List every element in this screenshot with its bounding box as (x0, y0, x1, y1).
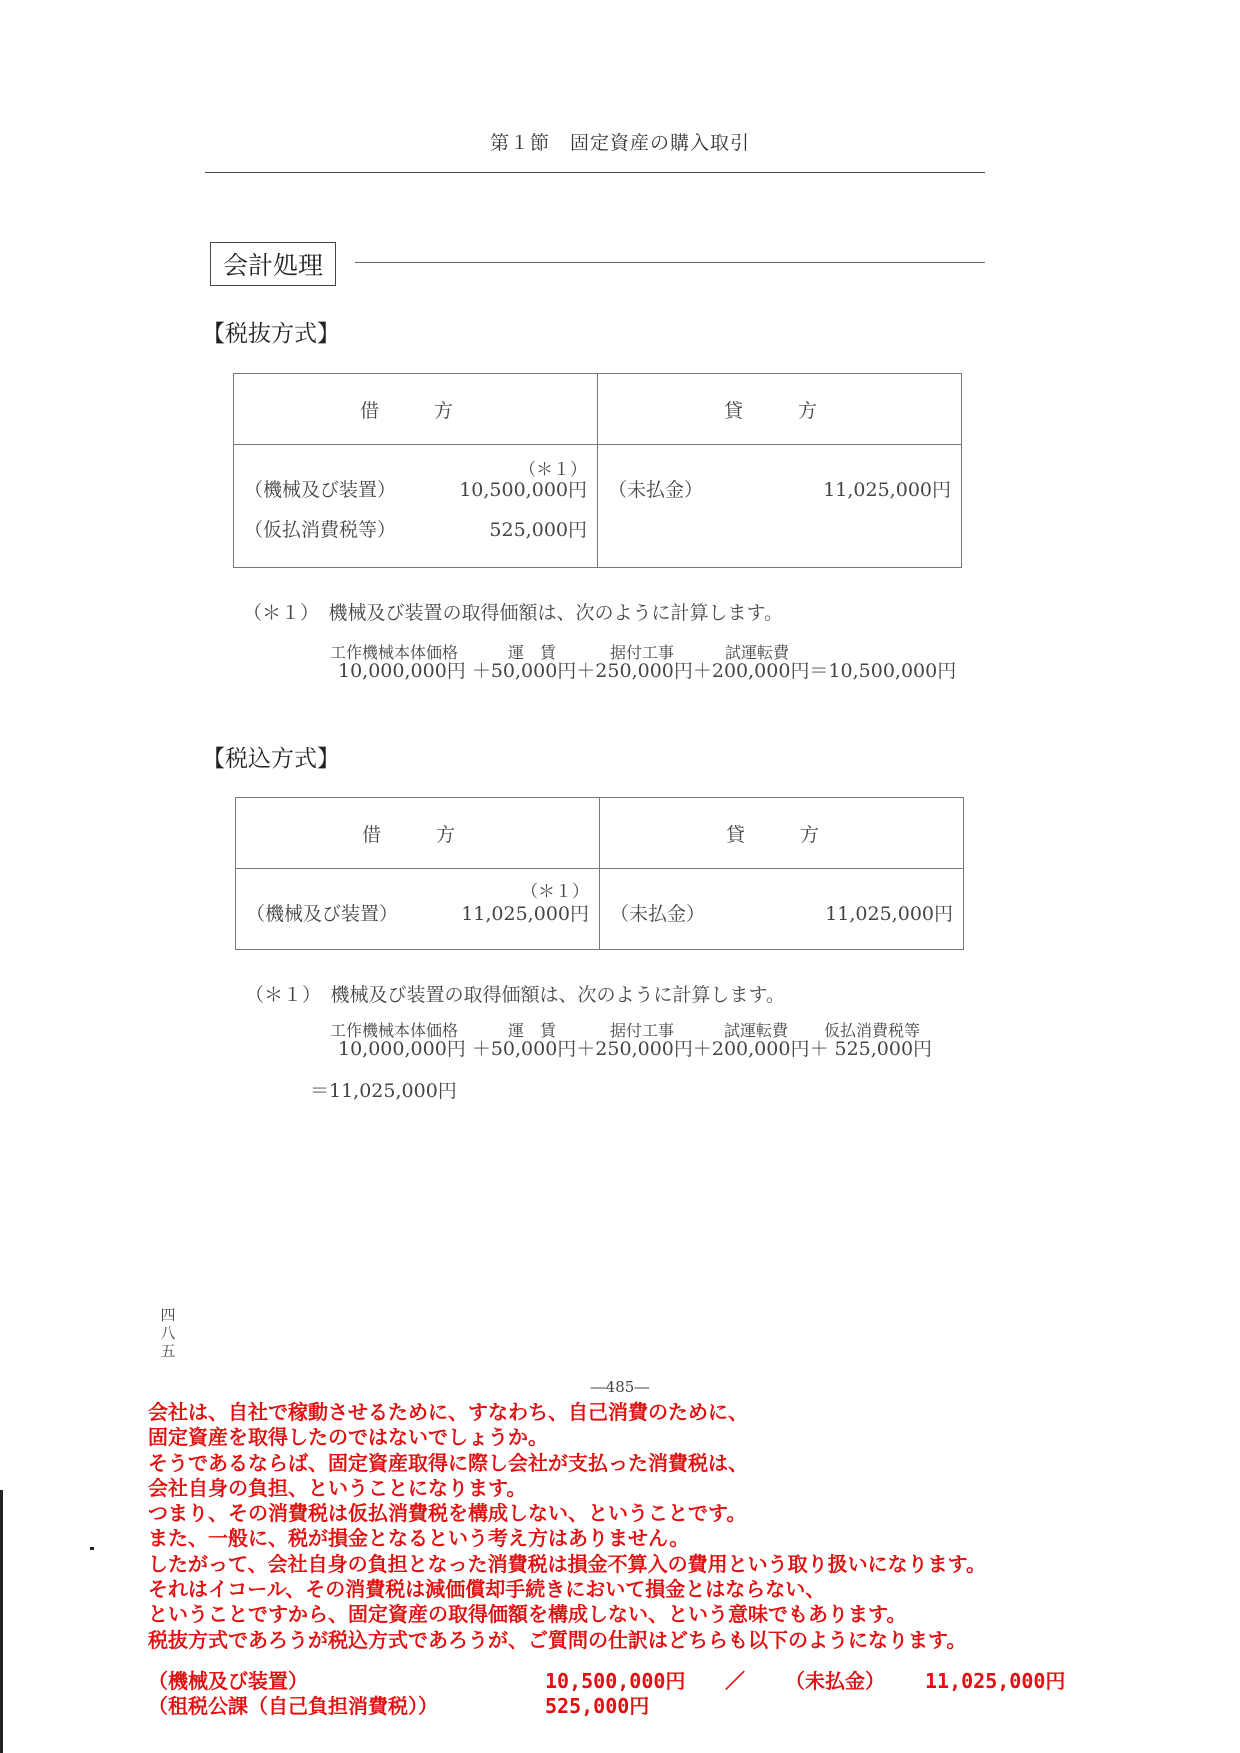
answer-line: したがって、会社自身の負担となった消費税は損金不算入の費用という取り扱いになります。 (148, 1551, 986, 1576)
calc-line: 10,000,000円 ＋50,000円＋250,000円＋200,000円＝10,500,000円 (338, 660, 957, 682)
credit-header: 貸 方 (600, 798, 964, 869)
answer-paragraph (148, 1400, 986, 1653)
page-header-title: 第１節 固定資産の購入取引 (489, 132, 750, 154)
entry-debit-amount: 10,500,000円 (545, 1669, 686, 1693)
acquisition-note: （＊１） 機械及び装置の取得価額は、次のように計算します。 (245, 984, 785, 1006)
tax-excluded-heading: 【税抜方式】 (202, 321, 340, 347)
entry-debit-account: （租税公課（自己負担消費税）） (148, 1694, 438, 1718)
debit-header: 借 方 (234, 374, 598, 445)
debit-amount: 11,025,000円 (461, 903, 589, 925)
calc-label: 試運転費 (724, 1021, 789, 1040)
entry-credit-amount: 11,025,000円 (925, 1669, 1066, 1693)
debit-cell (234, 445, 598, 568)
scan-speck (90, 1547, 94, 1550)
answer-line: ということですから、固定資産の取得価額を構成しない、という意味でもあります。 (148, 1602, 907, 1627)
entry-debit-amount: 525,000円 (545, 1694, 650, 1718)
calc-label: 工作機械本体価格 (330, 1021, 459, 1040)
credit-account: （未払金） (610, 903, 706, 925)
page-number: ―485― (590, 1378, 650, 1396)
debit-header: 借 方 (236, 798, 600, 869)
answer-line: また、一般に、税が損金となるという考え方はありません。 (148, 1526, 690, 1551)
debit-account: （機械及び装置） (244, 479, 397, 501)
debit-cell (236, 869, 600, 950)
tax-excluded-journal-table (233, 373, 962, 568)
credit-account: （未払金） (608, 479, 704, 501)
note-mark: （＊１） (519, 460, 587, 480)
tax-included-journal-table (235, 797, 964, 950)
calc-label: 運 賃 (508, 1021, 557, 1040)
calc-label: 仮払消費税等 (824, 1021, 921, 1040)
header-divider (205, 172, 985, 173)
section-divider (355, 262, 985, 263)
answer-line: それはイコール、その消費税は減価償却手続きにおいて損金とはならない、 (148, 1577, 826, 1602)
answer-line: 固定資産を取得したのではないでしょうか。 (148, 1425, 548, 1450)
answer-line: つまり、その消費税は仮払消費税を構成しない、ということです。 (148, 1501, 747, 1526)
calc-label: 据付工事 (610, 1021, 675, 1040)
debit-amount: 10,500,000円 (459, 479, 587, 501)
credit-amount: 11,025,000円 (825, 903, 953, 925)
calc-label: 据付工事 (610, 643, 675, 662)
credit-amount: 11,025,000円 (823, 479, 951, 501)
calc-result: ＝11,025,000円 (310, 1080, 457, 1102)
entry-slash: ／ (725, 1669, 745, 1693)
answer-line: 会社自身の負担、ということになります。 (148, 1475, 527, 1500)
calc-label: 運 賃 (508, 643, 557, 662)
answer-line: そうであるならば、固定資産取得に際し会社が支払った消費税は、 (148, 1450, 748, 1475)
calc-label: 工作機械本体価格 (330, 643, 459, 662)
tax-included-heading: 【税込方式】 (202, 746, 340, 772)
acquisition-note: （＊１） 機械及び装置の取得価額は、次のように計算します。 (243, 602, 783, 624)
credit-cell (600, 869, 964, 950)
credit-cell (598, 445, 962, 568)
debit-amount: 525,000円 (489, 519, 587, 541)
entry-debit-account: （機械及び装置） (148, 1669, 308, 1693)
answer-line: 会社は、自社で稼動させるために、すなわち、自己消費のために、 (148, 1400, 748, 1424)
calc-line: 10,000,000円 ＋50,000円＋250,000円＋200,000円＋ 525,000円 (338, 1038, 933, 1060)
answer-line: 税抜方式であろうが税込方式であろうが、ご質問の仕訳はどちらも以下のようになります。 (148, 1627, 967, 1652)
credit-header: 貸 方 (598, 374, 962, 445)
page-kanji-numeral: 四 八 五 (160, 1306, 176, 1360)
debit-account: （仮払消費税等） (244, 519, 397, 541)
entry-credit-account: （未払金） (785, 1669, 885, 1693)
debit-account: （機械及び装置） (246, 903, 399, 925)
scan-edge-mark (0, 1490, 3, 1753)
note-mark: （＊１） (521, 882, 589, 902)
section-title: 会計処理 (210, 242, 336, 286)
calc-label: 試運転費 (725, 643, 790, 662)
